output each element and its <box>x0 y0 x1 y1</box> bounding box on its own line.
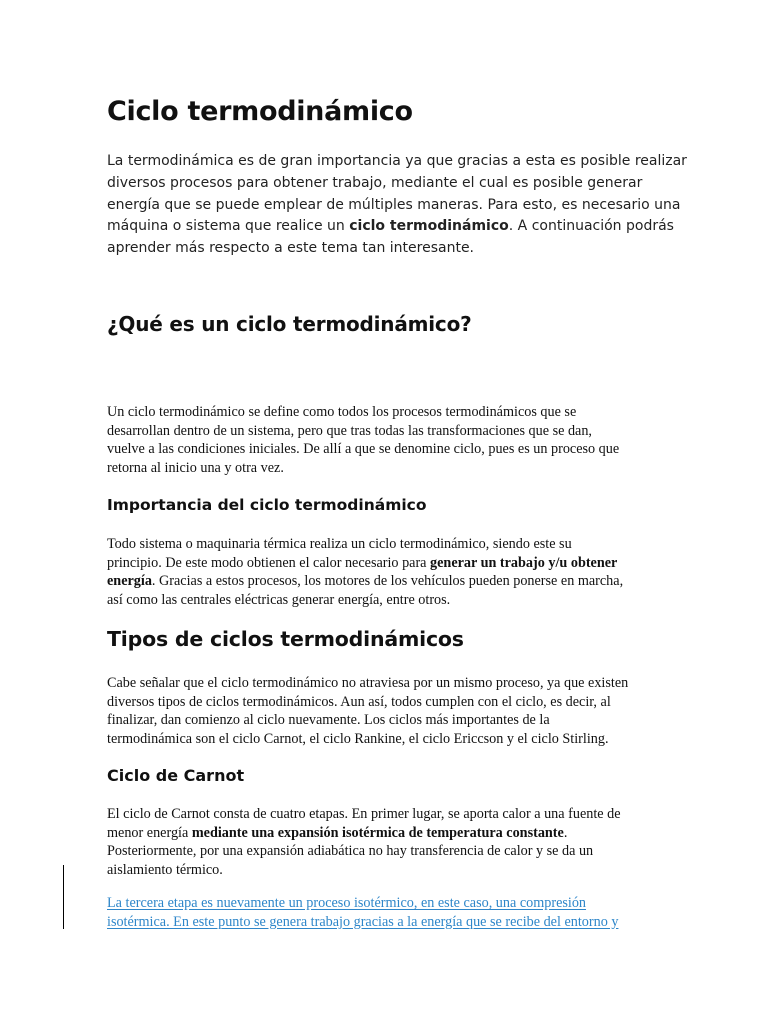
paragraph-line: así como las centrales eléctricas generar energía, entre otros. <box>107 591 451 608</box>
definition-paragraph <box>107 403 687 477</box>
paragraph-line: Cabe señalar que el ciclo termodinámico no atraviesa por un mismo proceso, ya que existen <box>107 675 629 691</box>
paragraph-bold-text: generar un trabajo y/u obtener <box>430 554 618 571</box>
intro-bold-term: ciclo termodinámico <box>349 218 509 235</box>
paragraph-line <box>107 824 687 843</box>
importance-paragraph <box>107 535 687 609</box>
intro-line <box>107 216 674 238</box>
section-heading-importance: Importancia del ciclo termodinámico <box>107 496 427 514</box>
section-heading-what-is: ¿Qué es un ciclo termodinámico? <box>107 312 472 336</box>
paragraph-line: vuelve a las condiciones iniciales. De allí a que se denomine ciclo, pues es un proceso que <box>107 441 620 458</box>
paragraph-bold-text: mediante una expansión isotérmica de temperatura constante <box>191 824 564 841</box>
paragraph-text: . <box>563 824 568 841</box>
hyperlink-line[interactable]: La tercera etapa es nuevamente un proceso isotérmico, en este caso, una compresión <box>107 895 587 911</box>
section-heading-carnot: Ciclo de Carnot <box>107 766 245 785</box>
paragraph-line: finalizar, dan comienzo al ciclo nuevamente. Los ciclos más importantes de la <box>107 712 550 729</box>
paragraph-line <box>107 572 687 591</box>
intro-paragraph <box>107 151 687 260</box>
paragraph-line: Todo sistema o maquinaria térmica realiza un ciclo termodinámico, siendo este su <box>107 536 572 552</box>
text-cursor-bar <box>63 865 64 929</box>
paragraph-line: diversos tipos de ciclos termodinámicos. Aun así, todos cumplen con el ciclo, es decir, al <box>107 693 611 710</box>
section-heading-types: Tipos de ciclos termodinámicos <box>107 627 464 651</box>
intro-text: . A continuación podrás <box>508 218 674 235</box>
intro-text: máquina o sistema que realice un <box>107 218 350 235</box>
intro-line: diversos procesos para obtener trabajo, mediante el cual es posible generar <box>107 174 643 191</box>
paragraph-text: . Gracias a estos procesos, los motores de los vehículos pueden ponerse en marcha, <box>151 573 624 590</box>
paragraph-line: Posteriormente, por una expansión adiabática no hay transferencia de calor y se da un <box>107 843 594 860</box>
paragraph-line: aislamiento térmico. <box>107 861 223 878</box>
hyperlink-line[interactable]: isotérmica. En este punto se genera trabajo gracias a la energía que se recibe del entorno y <box>107 913 619 930</box>
carnot-link-paragraph[interactable] <box>107 894 687 931</box>
paragraph-text: principio. De este modo obtienen el calor necesario para <box>107 554 431 571</box>
intro-line: aprender más respecto a este tema tan interesante. <box>107 240 475 257</box>
intro-line: La termodinámica es de gran importancia ya que gracias a esta es posible realizar <box>107 153 687 169</box>
paragraph-line: termodinámica son el ciclo Carnot, el ciclo Rankine, el ciclo Ericcson y el ciclo Stirling. <box>107 730 609 747</box>
intro-line: energía que se puede emplear de múltiples maneras. Para esto, es necesario una <box>107 196 681 213</box>
paragraph-line: retorna al inicio una y otra vez. <box>107 459 284 476</box>
carnot-paragraph <box>107 805 687 879</box>
paragraph-line: desarrollan dentro de un sistema, pero que tras todas las transformaciones que se dan, <box>107 422 592 439</box>
paragraph-bold-text: energía <box>107 573 152 590</box>
paragraph-line: El ciclo de Carnot consta de cuatro etapas. En primer lugar, se aporta calor a una fuente de <box>107 806 621 822</box>
paragraph-text: menor energía <box>107 824 192 841</box>
page-title: Ciclo termodinámico <box>107 96 413 127</box>
types-paragraph <box>107 674 687 748</box>
paragraph-line: Un ciclo termodinámico se define como todos los procesos termodinámicos que se <box>107 404 577 420</box>
paragraph-line <box>107 554 687 573</box>
